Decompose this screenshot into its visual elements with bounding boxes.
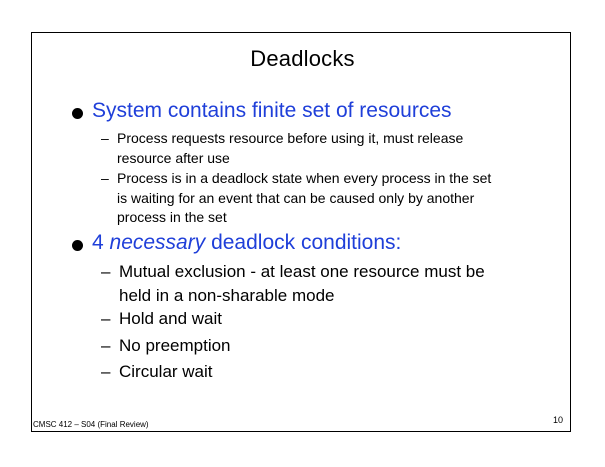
- dash: –: [101, 170, 109, 186]
- bullet-dot: [72, 108, 83, 119]
- bullet-1-sub-1: [101, 129, 541, 169]
- sub-line: Mutual exclusion - at least one resource must be: [119, 262, 485, 281]
- sub-line: Circular wait: [119, 362, 213, 381]
- slide-footer: CMSC 412 – S04 (Final Review): [33, 420, 149, 429]
- dash: –: [101, 362, 111, 381]
- sub-line: Process requests resource before using it, must release: [117, 130, 464, 146]
- slide-title: Deadlocks: [250, 46, 355, 71]
- bullet-2-text: 4 necessary deadlock conditions:: [92, 231, 402, 254]
- sub-line: held in a non-sharable mode: [119, 286, 335, 305]
- emphasis: necessary: [109, 231, 206, 254]
- sub-line: Hold and wait: [119, 309, 223, 328]
- bullet-2-sub-4: [101, 360, 401, 384]
- sub-line: is waiting for an event that can be caused only by another: [117, 189, 475, 206]
- sub-line: process in the set: [117, 209, 227, 225]
- dash: –: [101, 309, 111, 328]
- dash: –: [101, 130, 109, 146]
- page-number: 10: [553, 415, 564, 425]
- bullet-1-sub-2: [101, 169, 551, 229]
- bullet-2-sub-3: [101, 334, 401, 358]
- bullet-2-sub-1: [101, 260, 551, 308]
- dash: –: [101, 336, 111, 355]
- sub-line: resource after use: [117, 149, 230, 166]
- bullet-dot: [72, 240, 83, 251]
- bullet-1-text: System contains finite set of resources: [92, 99, 452, 122]
- dash: –: [101, 262, 111, 281]
- sub-line: No preemption: [119, 336, 231, 355]
- bullet-2-sub-2: [101, 307, 401, 331]
- sub-line: Process is in a deadlock state when every process in the set: [117, 170, 492, 186]
